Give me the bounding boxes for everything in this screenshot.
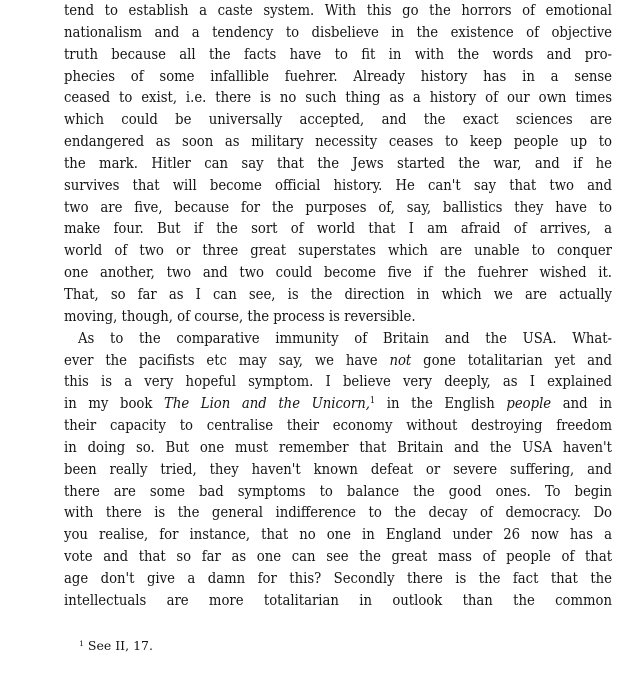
text-line: been really tried, they haven't known defeat or severe suffering, and [64,460,612,478]
footnote [79,638,153,654]
footnote-reference: 1 [369,396,376,407]
footnote-marker: 1 [79,638,84,648]
text-line: nationalism and a tendency to disbelieve in the existence of objective [64,23,612,41]
text-line: their capacity to centralise their economy without destroying freedom [64,417,612,435]
text-line: world of two or three great superstates which are unable to conquer [64,242,612,260]
text-line: which could be universally accepted, and the exact sciences are [64,111,612,129]
text-line [64,350,612,372]
text-line: make four. But if the sort of world that I am afraid of arrives, a [64,220,612,238]
text-line: vote and that so far as one can see the great mass of people of that [64,548,612,566]
text-segment: gone totalitarian yet and [411,351,612,369]
text-line: intellectuals are more totalitarian in outlook than the common [64,591,612,609]
text-line: As to the comparative immunity of Britain and the USA. What- [78,329,612,347]
text-line: you realise, for instance, that no one in England under 26 now has a [64,526,612,544]
text-line: age don't give a damn for this? Secondly there is the fact that the [64,569,612,587]
text-line: ceased to exist, i.e. there is no such thing as a history of our own times [64,89,612,107]
text-line: tend to establish a caste system. With this go the horrors of emotional [64,2,612,19]
body-text [64,0,612,612]
text-segment: ever the pacifists etc may say, we have [64,351,378,369]
text-line: moving, though, of course, the process is reversible. [64,307,416,325]
text-line: in doing so. But one must remember that Britain and the USA haven't [64,438,612,456]
text-line [64,393,612,415]
text-line: That, so far as I can see, is the direction in which we are actually [64,285,612,303]
text-line: two are five, because for the purposes of, say, ballistics they have to [64,198,612,216]
text-line: there are some bad symptoms to balance the good ones. To begin [64,482,612,500]
text-line: with there is the general indifference to the decay of democracy. Do [64,504,612,522]
text-line: survives that will become official history. He can't say that two and [64,176,612,194]
text-line: truth because all the facts have to fit in with the words and pro- [64,45,612,63]
emphasis-not: not [389,351,412,369]
text-line: phecies of some infallible fuehrer. Already history has in a sense [64,67,612,85]
text-line: one another, two and two could become five if the fuehrer wished it. [64,264,612,282]
emphasis-people: people [506,395,552,413]
text-line: endangered as soon as military necessity ceases to keep people up to [64,133,612,151]
text-segment: in my book [64,395,165,413]
text-line: the mark. Hitler can say that the Jews started the war, and if he [64,154,612,172]
footnote-text: See II, 17. [83,638,153,653]
text-segment: in the English [375,395,507,413]
text-line: this is a very hopeful symptom. I believe very deeply, as I explained [64,373,612,391]
book-title: The Lion and the Unicorn, [164,395,370,413]
text-segment: and in [551,395,612,413]
